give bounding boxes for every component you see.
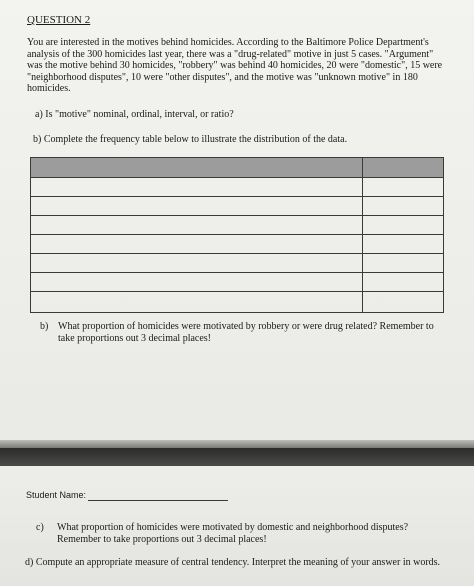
- table-row: [31, 235, 443, 254]
- table-row: [31, 254, 443, 273]
- question-title: QUESTION 2: [27, 14, 91, 26]
- table-header-row: [31, 158, 443, 178]
- table-cell[interactable]: [363, 178, 443, 196]
- part-a-question: a) Is "motive" nominal, ordinal, interval, or ratio?: [35, 109, 234, 120]
- table-row: [31, 273, 443, 292]
- part-b-question: b) Complete the frequency table below to illustrate the distribution of the data.: [33, 134, 348, 145]
- table-cell[interactable]: [363, 273, 443, 291]
- table-header-cell-category[interactable]: [31, 158, 363, 177]
- table-row: [31, 178, 443, 197]
- page-divider: [0, 448, 474, 466]
- table-cell[interactable]: [31, 235, 363, 253]
- table-cell[interactable]: [363, 235, 443, 253]
- table-cell[interactable]: [363, 254, 443, 272]
- table-cell[interactable]: [363, 197, 443, 215]
- table-cell[interactable]: [31, 197, 363, 215]
- student-name-label: Student Name:: [26, 490, 87, 500]
- question-intro: You are interested in the motives behind homicides. According to the Baltimore Police Department's analysis of the 300 homicides last year, there was a "drug-related" motive in just 5 cases. "Argument" was the motive behind 30 homicides, "robbery" was behind 40 homicides, 20 were "domestic", 15 were "neighborhood disputes", 10 were "other disputes", and the motive was "unknown motive" in 180 homicides.: [27, 37, 443, 95]
- part-c-label: c): [36, 522, 44, 533]
- table-cell[interactable]: [363, 292, 443, 312]
- table-row: [31, 292, 443, 312]
- part-b2-text: What proportion of homicides were motivated by robbery or were drug related? Remember to take proportions out 3 decimal places!: [58, 321, 434, 344]
- table-cell[interactable]: [31, 216, 363, 234]
- table-header-cell-frequency[interactable]: [363, 158, 443, 177]
- table-row: [31, 216, 443, 235]
- table-cell[interactable]: [363, 216, 443, 234]
- part-d-question: d) Compute an appropriate measure of central tendency. Interpret the meaning of your answer in words.: [25, 557, 441, 568]
- part-b2-label: b): [40, 321, 49, 332]
- table-cell[interactable]: [31, 273, 363, 291]
- page-edge-shadow: [0, 440, 474, 448]
- table-cell[interactable]: [31, 292, 363, 312]
- student-name-line[interactable]: [88, 500, 228, 501]
- table-row: [31, 197, 443, 216]
- part-c-text: What proportion of homicides were motivated by domestic and neighborhood disputes? Remember to take proportions out 3 decimal places!: [57, 522, 409, 545]
- table-cell[interactable]: [31, 254, 363, 272]
- frequency-table: [30, 157, 444, 313]
- table-cell[interactable]: [31, 178, 363, 196]
